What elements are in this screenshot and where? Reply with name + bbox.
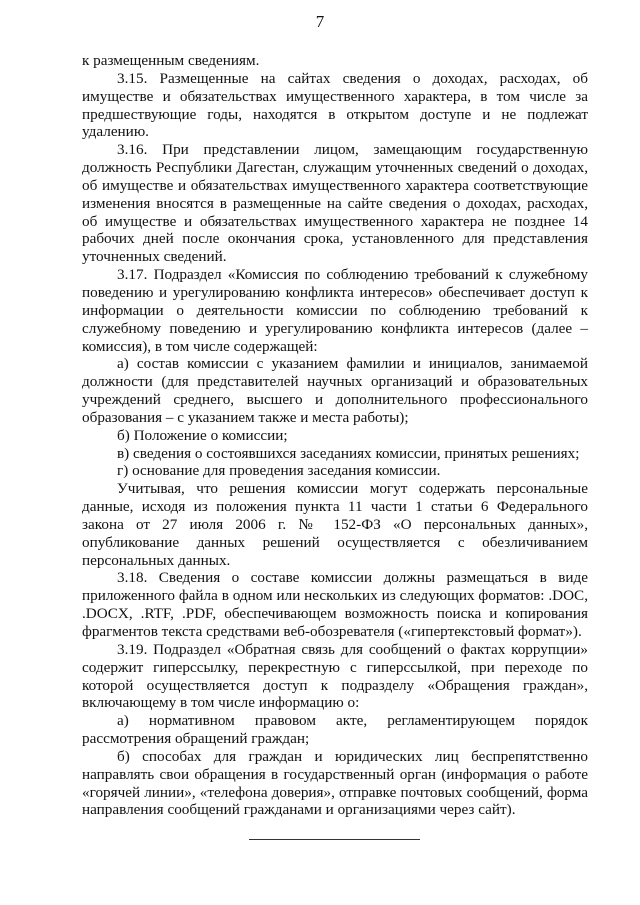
list-item-a-2: а) нормативном правовом акте, регламентирующем порядок рассмотрения обращений граждан; bbox=[82, 712, 588, 748]
paragraph-3-18: 3.18. Сведения о составе комиссии должны размещаться в виде приложенного файла в одном или нескольких из следующих форматов: .DOC, .DOCX, .RTF, .PDF, обеспечивающем возможность поиска и копирования фрагментов текста средствами веб-обозревателя («гипертекстовый формат»). bbox=[82, 569, 588, 640]
list-item-b: б) Положение о комиссии; bbox=[117, 426, 288, 444]
paragraph-3-19: 3.19. Подраздел «Обратная связь для сообщений о фактах коррупции» содержит гиперссылку, перекрестную с гиперссылкой, при переходе по которой осуществляется доступ к подразделу «Обращения граждан», включающему в том числе информацию о: bbox=[82, 640, 588, 712]
list-item-g: г) основание для проведения заседания комиссии. bbox=[117, 462, 441, 480]
list-item-b-2: б) способах для граждан и юридических лиц беспрепятственно направлять свои обращения в государственный орган (информация о работе «горячей линии», «телефона доверия», отправке почтовых сообщений, форма направления сообщений гражданами и организациями через сайт). bbox=[82, 747, 588, 819]
paragraph-3-15: 3.15. Размещенные на сайтах сведения о доходах, расходах, об имуществе и обязательствах имущественного характера, в том числе за предшествующие годы, находятся в открытом доступе и не подлежат удалению. bbox=[82, 69, 588, 141]
paragraph-3-16: 3.16. При представлении лицом, замещающим государственную должность Республики Дагестан, служащим уточненных сведений о доходах, об имуществе и обязательствах имущественного характера соответствующие изменения вносятся в размещенные на сайте сведения о доходах, расходах, об имуществе и обязательствах имущественного характера не позднее 14 рабочих дней после окончания срока, установленного для представления уточненных сведений. bbox=[82, 141, 588, 266]
paragraph-personal-data: Учитывая, что решения комиссии могут содержать персональные данные, исходя из положения пункта 11 части 1 статьи 6 Федерального закона от 27 июля 2006 г. № 152-ФЗ «О персональных данных», опубликование данных решений осуществляется с обезличиванием персональных данных. bbox=[82, 480, 588, 569]
document-body bbox=[82, 52, 588, 819]
paragraph-continuation: к размещенным сведениям. bbox=[82, 52, 260, 69]
list-item-a: а) состав комиссии с указанием фамилии и инициалов, занимаемой должности (для представителей научных организаций и образовательных учреждений среднего, высшего и дополнительного профессионального образования – с указанием также и места работы); bbox=[82, 355, 588, 426]
footer-separator-line bbox=[249, 839, 420, 840]
list-item-v: в) сведения о состоявшихся заседаниях комиссии, принятых решениях; bbox=[117, 444, 580, 462]
page-number: 7 bbox=[315, 12, 325, 31]
paragraph-3-17: 3.17. Подраздел «Комиссия по соблюдению требований к служебному поведению и урегулированию конфликта интересов» обеспечивает доступ к информации о деятельности комиссии по соблюдению требований к служебному поведению и урегулированию конфликта интересов (далее – комиссия), в том числе содержащей: bbox=[82, 266, 588, 355]
